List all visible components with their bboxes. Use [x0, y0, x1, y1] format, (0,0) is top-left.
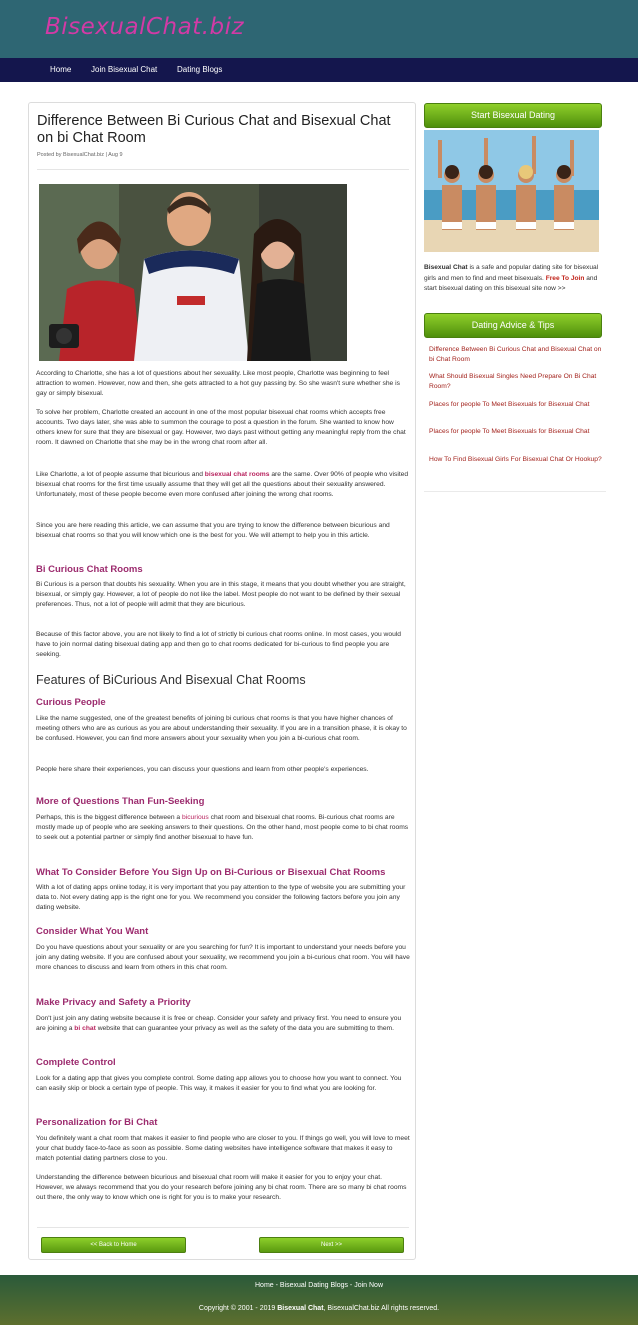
nav-join-bisexual-chat[interactable]: Join Bisexual Chat: [91, 65, 158, 74]
paragraph: Like Charlotte, a lot of people assume that bicurious and bisexual chat rooms are the same. Over 90% of people who visited bisexual chat rooms for the first time usually assume that they will get all the questions about their sexuality answered. Unfortunately, most of these people become even more confused after joining the wrong chat rooms.: [36, 471, 409, 498]
paragraph: People here share their experiences, you can discuss your questions and learn from other people's experiences.: [36, 766, 369, 773]
paragraph: Don't just join any dating website because it is free or cheap. Consider your safety and privacy first. You need to ensure you are joining a bi chat website that can guarantee your privacy as well as the safety of the data you are submitting to them.: [36, 1015, 402, 1032]
section-heading: Complete Control: [36, 1057, 116, 1068]
section-heading: Features of BiCurious And Bisexual Chat Rooms: [36, 673, 306, 687]
section-heading: What To Consider Before You Sign Up on Bi-Curious or Bisexual Chat Rooms: [36, 867, 386, 878]
paragraph: Perhaps, this is the biggest difference between a bicurious chat room and bisexual chat rooms. Bi-curious chat rooms are mostly made up of people who are seeking answers to their questions. On the other hand, most people come to bi chat rooms to seek out a potential partner or simply find another bisexual to have fun.: [36, 814, 409, 841]
paragraph: To solve her problem, Charlotte created an account in one of the most popular bisexual chat rooms which accepts free accounts. Two days later, she was able to summon the courage to post a question in the forum. She wanted to know how others knew for sure that they are bisexual or gay. However, two days past without getting any meaningful reply from the chat room. It dawned on Charlotte that she may be in the wrong chat room after all.: [36, 409, 406, 446]
article-card: [28, 102, 416, 1260]
paragraph: Bi Curious is a person that doubts his sexuality. When you are in this stage, it means that you doubt whether you are straight, bisexual, or simply gay. However, a lot of people do not like the label. Most people do not want to be defined by their sexual preferences. Thus, not a lot of people will admit that they are bicurious.: [36, 581, 406, 608]
paragraph: You definitely want a chat room that makes it easier to find people who are closer to you. If things go well, you will love to meet your chat buddy face-to-face as soon as possible. Some dating websites have intelligence software that makes it easy to match potential dating partners close to you.: [36, 1135, 410, 1162]
posted-meta: Posted by BisexualChat.biz | Aug 9: [37, 152, 123, 158]
next-button[interactable]: Next >>: [259, 1237, 404, 1253]
paragraph: According to Charlotte, she has a lot of questions about her sexuality. Like most people, Charlotte was beginning to feel attraction to women. However, now and then, she gets attracted to a hot guy passing by. So she wasn't sure whether she is gay or simply bisexual.: [36, 370, 400, 397]
main-nav: [0, 58, 638, 82]
start-bisexual-dating-button[interactable]: Start Bisexual Dating: [424, 103, 602, 128]
footer-links[interactable]: Home - Bisexual Dating Blogs - Join Now: [255, 1282, 383, 1289]
free-to-join-link[interactable]: Free To Join: [545, 274, 585, 282]
site-footer: [0, 1275, 638, 1325]
bicurious-link[interactable]: bicurious: [181, 814, 209, 821]
paragraph: Understanding the difference between bicurious and bisexual chat room will make it easier for you to enjoy your chat. However, we always recommend that you do your research before joining any bi chat room. There are so many bi chat rooms out there, the only way to know which one is right for you is to make your research.: [36, 1174, 407, 1201]
sidebar-article-link[interactable]: Places for people To Meet Bisexuals for Bisexual Chat: [429, 401, 590, 408]
sidebar-photo[interactable]: [424, 130, 599, 252]
paragraph: Like the name suggested, one of the greatest benefits of joining bi curious chat rooms is that you have higher chances of meeting others who are as curious as you are about understanding their sexuality. If you are in a transition phase, it is okay to be confused. However, you can find more answers about your sexuality when you join a bi-curious chat room.: [36, 715, 407, 742]
back-to-home-button[interactable]: << Back to Home: [41, 1237, 186, 1253]
sidebar-article-link[interactable]: How To Find Bisexual Girls For Bisexual Chat Or Hookup?: [429, 456, 602, 463]
section-heading: Curious People: [36, 697, 106, 708]
divider: [424, 491, 606, 492]
bi-chat-link[interactable]: bi chat: [74, 1024, 96, 1032]
bisexual-chat-rooms-link[interactable]: bisexual chat rooms: [204, 471, 270, 478]
nav-home[interactable]: Home: [50, 65, 72, 74]
paragraph: With a lot of dating apps online today, it is very important that you pay attention to the type of website you are submitting your data to. Not every dating app is the right one for you. We recommend you consider the following factors before you join any dating website.: [36, 884, 406, 911]
sidebar-description: Bisexual Chat is a safe and popular dating site for bisexual girls and men to find and meet bisexuals. Free To Join and start bisexual dating on this bisexual site now >>: [424, 264, 599, 292]
section-heading: More of Questions Than Fun-Seeking: [36, 796, 205, 807]
dating-advice-header: Dating Advice & Tips: [424, 313, 602, 338]
section-heading: Make Privacy and Safety a Priority: [36, 997, 191, 1008]
paragraph: Look for a dating app that gives you complete control. Some dating app allows you to choose how you want to connect. You can easily skip or block a certain type of people. This way, it makes it easier for you to find what you are looking for.: [36, 1075, 402, 1092]
article-photo: [39, 184, 347, 361]
section-heading: Consider What You Want: [36, 926, 149, 937]
article-title: Difference Between Bi Curious Chat and Bisexual Chat on bi Chat Room: [37, 113, 391, 146]
paragraph: Because of this factor above, you are not likely to find a lot of strictly bi curious chat rooms online. In most cases, you would have to join normal dating bisexual dating app and then go to chat rooms dedicated for bi-curious to find people you are seeking.: [36, 631, 402, 658]
section-heading: Bi Curious Chat Rooms: [36, 564, 143, 575]
sidebar-article-link[interactable]: What Should Bisexual Singles Need Prepare On Bi Chat Room?: [429, 373, 597, 390]
paragraph: Since you are here reading this article, we can assume that you are trying to know the difference between bicurious and bisexual chat rooms so that you will know which one is the best for you. We will attempt to help you in this article.: [36, 522, 390, 539]
sidebar-article-link[interactable]: Difference Between Bi Curious Chat and Bisexual Chat on bi Chat Room: [429, 346, 602, 363]
paragraph: Do you have questions about your sexuality or are you searching for fun? It is important to understand your needs before you join any dating website. If you are confused about your sexuality, we recommend you join a bi-curious chat room. You will have more chances to discuss and learn from others in this chat room.: [36, 944, 410, 971]
section-heading: Personalization for Bi Chat: [36, 1117, 158, 1128]
nav-dating-blogs[interactable]: Dating Blogs: [177, 65, 223, 74]
copyright: Copyright © 2001 - 2019 Bisexual Chat, BisexualChat.biz All rights reserved.: [198, 1305, 440, 1312]
divider: [37, 1227, 409, 1228]
divider: [37, 169, 409, 170]
site-logo[interactable]: BisexualChat.biz: [45, 14, 245, 40]
sidebar-article-link[interactable]: Places for people To Meet Bisexuals for Bisexual Chat: [429, 428, 590, 435]
site-header: [0, 0, 638, 58]
